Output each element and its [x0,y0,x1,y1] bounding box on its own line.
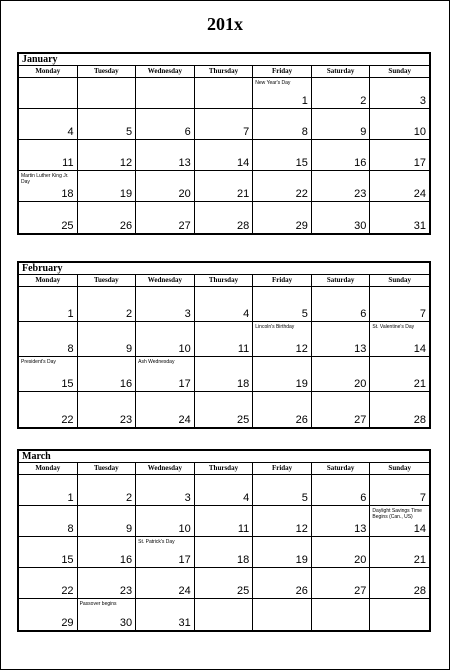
weekday-header-row [19,275,429,287]
day-cell[interactable] [312,568,371,599]
day-number: 7 [243,126,250,138]
day-number: 23 [119,585,133,597]
day-number: 4 [243,492,250,504]
day-cell[interactable] [19,392,78,427]
day-cell[interactable] [312,78,371,109]
day-cell[interactable] [195,202,254,233]
day-cell[interactable] [370,537,429,568]
day-cell[interactable] [195,171,254,202]
day-number: 8 [67,343,74,355]
day-number: 31 [178,617,191,629]
weekday-label: Friday [253,463,312,474]
weekday-label: Thursday [195,463,254,474]
day-number: 1 [67,308,74,320]
day-cell[interactable] [253,140,312,171]
weekday-label: Wednesday [136,463,195,474]
day-cell[interactable] [136,140,195,171]
day-cell[interactable] [19,171,78,202]
day-number: 18 [61,188,74,200]
day-cell[interactable] [312,171,371,202]
day-cell[interactable] [195,287,254,322]
day-number: 28 [413,414,426,426]
day-number: 2 [360,95,367,107]
day-number: 14 [413,343,426,355]
day-cell[interactable] [195,140,254,171]
day-cell[interactable] [78,322,137,357]
day-number: 7 [419,308,426,320]
holiday-note: Ash Wednesday [138,359,175,365]
day-number: 20 [354,554,367,566]
day-cell[interactable] [253,322,312,357]
day-cell[interactable] [253,475,312,506]
day-cell[interactable] [136,287,195,322]
day-number: 19 [295,554,308,566]
day-number: 6 [360,308,367,320]
day-cell[interactable] [78,357,137,392]
day-number: 28 [413,585,426,597]
day-cell[interactable] [136,202,195,233]
day-number: 28 [237,220,250,232]
day-number: 14 [237,157,250,169]
day-cell[interactable] [253,202,312,233]
day-number: 25 [61,220,74,232]
day-cell[interactable] [312,202,371,233]
day-cell[interactable] [253,392,312,427]
day-cell[interactable] [195,475,254,506]
holiday-note: Passover begins [79,601,117,607]
day-number: 29 [61,617,74,629]
day-cell[interactable] [312,287,371,322]
holiday-note: Daylight Savings Time Begins (Can., US) [372,508,422,520]
day-number: 15 [61,378,74,390]
day-cell[interactable] [195,568,254,599]
day-number: 30 [354,220,367,232]
day-number: 10 [413,126,426,138]
holiday-note: St. Patrick's Day [138,539,175,545]
day-cell[interactable] [78,109,137,140]
day-cell[interactable] [312,599,371,630]
day-cell[interactable] [370,392,429,427]
day-cell[interactable] [370,357,429,392]
day-number: 2 [126,492,133,504]
day-cell[interactable] [253,109,312,140]
day-cell[interactable] [253,568,312,599]
day-number: 5 [126,126,133,138]
day-cell[interactable] [195,78,254,109]
day-number: 12 [119,157,133,169]
day-cell[interactable] [312,506,371,537]
weekday-label: Monday [19,66,78,77]
day-number: 12 [295,343,308,355]
day-cell[interactable] [19,322,78,357]
day-cell[interactable] [19,506,78,537]
day-number: 22 [61,585,74,597]
day-number: 21 [237,188,250,200]
day-number: 20 [178,188,191,200]
day-cell[interactable] [253,78,312,109]
day-cell[interactable] [19,78,78,109]
day-cell[interactable] [78,140,137,171]
weekday-label: Thursday [195,275,254,286]
day-cell[interactable] [312,109,371,140]
day-number: 22 [61,414,74,426]
weekday-label: Wednesday [136,275,195,286]
day-number: 25 [237,585,250,597]
day-number: 31 [413,220,426,232]
day-cell[interactable] [136,537,195,568]
holiday-note: St. Valentine's Day [372,324,415,330]
day-number: 11 [62,157,74,169]
day-cell[interactable] [136,109,195,140]
day-cell[interactable] [136,78,195,109]
day-cell[interactable] [370,322,429,357]
day-number: 15 [295,157,308,169]
day-grid [19,475,429,630]
day-number: 16 [119,378,133,390]
calendar-year-title: 201x [207,14,243,34]
day-number: 17 [178,378,191,390]
day-number: 10 [178,343,191,355]
weekday-label: Tuesday [78,275,137,286]
weekday-header-row [19,66,429,78]
day-cell[interactable] [136,171,195,202]
day-cell[interactable] [136,506,195,537]
day-number: 24 [178,585,191,597]
weekday-header-row [19,463,429,475]
day-number: 3 [184,308,191,320]
day-number: 25 [237,414,250,426]
weekday-label: Tuesday [78,463,137,474]
day-number: 6 [184,126,191,138]
weekday-label: Saturday [312,66,371,77]
day-cell[interactable] [136,475,195,506]
day-cell[interactable] [253,287,312,322]
day-number: 9 [360,126,367,138]
day-number: 16 [354,157,367,169]
day-cell[interactable] [312,357,371,392]
day-number: 3 [419,95,426,107]
day-number: 11 [237,523,250,535]
day-cell[interactable] [78,568,137,599]
day-number: 3 [184,492,191,504]
day-cell[interactable] [136,568,195,599]
month-name: January [19,54,429,66]
day-cell[interactable] [78,78,137,109]
weekday-label: Sunday [388,67,411,75]
day-number: 4 [243,308,250,320]
day-number: 26 [295,414,308,426]
day-number: 22 [295,188,308,200]
day-cell[interactable] [370,202,429,233]
month-february [17,261,431,429]
day-cell[interactable] [370,171,429,202]
day-cell[interactable] [78,475,137,506]
day-cell[interactable] [19,287,78,322]
day-cell[interactable] [312,475,371,506]
day-number: 7 [419,492,426,504]
day-number: 15 [61,554,74,566]
day-number: 24 [413,188,426,200]
day-cell[interactable] [136,392,195,427]
holiday-note: Martin Luther King Jr. Day [21,173,69,185]
weekday-label: Sunday [388,464,411,472]
day-number: 2 [126,308,133,320]
day-number: 5 [301,492,308,504]
day-number: 29 [295,220,308,232]
day-cell[interactable] [195,357,254,392]
day-cell[interactable] [19,109,78,140]
day-cell[interactable] [253,537,312,568]
day-number: 19 [295,378,308,390]
weekday-label: Sunday [388,276,411,284]
day-cell[interactable] [370,287,429,322]
day-number: 16 [119,554,133,566]
day-number: 23 [119,414,133,426]
day-cell[interactable] [19,599,78,630]
weekday-label: Friday [253,66,312,77]
day-cell[interactable] [253,506,312,537]
day-cell[interactable] [370,568,429,599]
weekday-label: Monday [19,463,78,474]
day-cell[interactable] [370,140,429,171]
day-cell[interactable] [78,287,137,322]
day-number: 27 [354,414,367,426]
weekday-label: Monday [19,275,78,286]
day-number: 18 [237,378,250,390]
day-cell[interactable] [195,322,254,357]
month-name: February [19,263,429,275]
day-number: 13 [354,343,367,355]
day-cell[interactable] [370,475,429,506]
day-cell[interactable] [78,537,137,568]
day-cell[interactable] [78,202,137,233]
day-number: 8 [301,126,308,138]
day-number: 23 [354,188,367,200]
day-cell[interactable] [312,140,371,171]
weekday-label: Wednesday [136,66,195,77]
day-cell[interactable] [253,357,312,392]
month-march [17,449,431,632]
holiday-note: President's Day [21,359,56,365]
weekday-label: Tuesday [78,66,137,77]
day-cell[interactable] [253,171,312,202]
weekday-label: Saturday [312,275,371,286]
holiday-note: Lincoln's Birthday [255,324,295,330]
day-cell[interactable] [19,140,78,171]
month-name: March [19,451,429,463]
day-number: 4 [67,126,74,138]
day-cell[interactable] [312,392,371,427]
day-cell[interactable] [19,568,78,599]
day-cell[interactable] [312,537,371,568]
day-cell[interactable] [136,357,195,392]
day-cell[interactable] [195,599,254,630]
day-cell[interactable] [370,78,429,109]
month-january [17,52,431,235]
day-number: 20 [354,378,367,390]
day-number: 19 [119,188,133,200]
holiday-note: New Year's Day [255,80,291,86]
day-number: 27 [178,220,191,232]
day-number: 21 [413,378,426,390]
day-cell[interactable] [78,171,137,202]
day-number: 30 [119,617,133,629]
day-cell[interactable] [78,599,137,630]
weekday-label: Friday [253,275,312,286]
day-number: 18 [237,554,250,566]
day-cell[interactable] [253,599,312,630]
day-number: 13 [354,523,367,535]
day-number: 6 [360,492,367,504]
day-number: 13 [178,157,191,169]
day-number: 27 [354,585,367,597]
day-number: 26 [295,585,308,597]
day-number: 17 [178,554,191,566]
day-number: 17 [413,157,426,169]
day-cell[interactable] [195,392,254,427]
weekday-label: Thursday [195,66,254,77]
day-number: 5 [301,308,308,320]
day-cell[interactable] [19,202,78,233]
day-cell[interactable] [195,109,254,140]
day-cell[interactable] [19,537,78,568]
day-cell[interactable] [312,322,371,357]
day-cell[interactable] [19,357,78,392]
day-number: 9 [126,343,133,355]
day-number: 9 [126,523,133,535]
day-number: 14 [413,523,426,535]
day-cell[interactable] [78,506,137,537]
day-number: 1 [67,492,74,504]
day-cell[interactable] [370,599,429,630]
day-cell[interactable] [136,322,195,357]
day-grid [19,78,429,233]
day-number: 24 [178,414,191,426]
day-cell[interactable] [136,599,195,630]
day-number: 11 [237,343,250,355]
day-cell[interactable] [78,392,137,427]
day-number: 10 [178,523,191,535]
day-grid [19,287,429,427]
day-cell[interactable] [19,475,78,506]
day-cell[interactable] [195,537,254,568]
day-cell[interactable] [370,506,429,537]
day-number: 12 [295,523,308,535]
day-number: 26 [119,220,133,232]
weekday-label: Saturday [312,463,371,474]
day-number: 8 [67,523,74,535]
day-cell[interactable] [370,109,429,140]
day-cell[interactable] [195,506,254,537]
day-number: 21 [413,554,426,566]
day-number: 1 [301,95,308,107]
